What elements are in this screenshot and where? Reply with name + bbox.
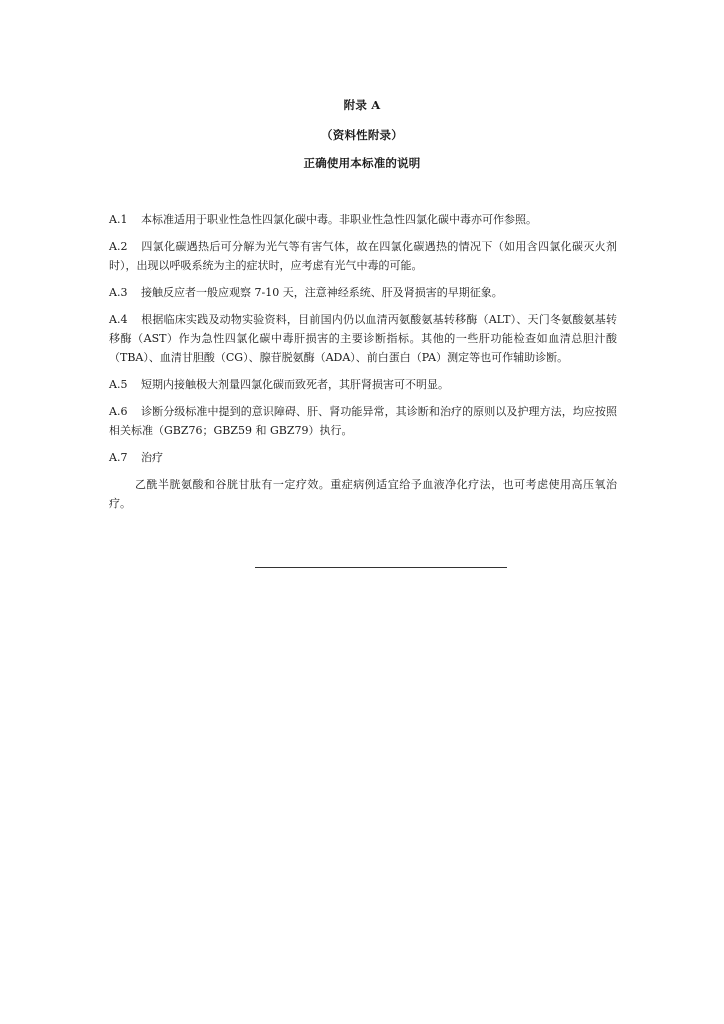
clause-number: A.5 — [109, 378, 128, 391]
clause-number: A.4 — [109, 313, 128, 326]
end-rule — [255, 567, 507, 568]
clause-a4 — [109, 310, 617, 367]
clause-a3 — [109, 283, 617, 302]
appendix-subject: 正确使用本标准的说明 — [303, 156, 421, 170]
clause-text: 治疗 — [141, 451, 163, 464]
clause-a7 — [109, 448, 617, 467]
clause-number: A.2 — [109, 240, 128, 253]
clause-a1 — [109, 210, 617, 229]
clause-a6 — [109, 402, 617, 440]
clause-text: 短期内接触极大剂量四氯化碳而致死者，其肝肾损害可不明显。 — [141, 378, 449, 391]
clause-a5 — [109, 375, 617, 394]
clause-number: A.7 — [109, 451, 128, 464]
clause-text: 接触反应者一般应观察 7-10 天，注意神经系统、肝及肾损害的早期征象。 — [141, 286, 503, 299]
clause-text: 本标准适用于职业性急性四氯化碳中毒。非职业性急性四氯化碳中毒亦可作参照。 — [141, 213, 537, 226]
clause-a2 — [109, 237, 617, 275]
appendix-body — [109, 210, 617, 521]
clause-number: A.3 — [109, 286, 128, 299]
clause-text: 诊断分级标准中提到的意识障碍、肝、肾功能异常，其诊断和治疗的原则以及护理方法，均应按照相关标准（GBZ76；GBZ59 和 GBZ79）执行。 — [109, 405, 617, 437]
clause-text: 根据临床实践及动物实验资料，目前国内仍以血清丙氨酸氨基转移酶（ALT）、天门冬氨酸氨基转移酶（AST）作为急性四氯化碳中毒肝损害的主要诊断指标。其他的一些肝功能检查如血清总胆汁酸（TBA）、血清甘胆酸（CG）、腺苷脱氨酶（ADA）、前白蛋白（PA）测定等也可作辅助诊断。 — [109, 313, 617, 364]
appendix-title: 附录 A — [343, 98, 381, 112]
clause-number: A.1 — [109, 213, 128, 226]
treatment-paragraph: 乙酰半胱氨酸和谷胱甘肽有一定疗效。重症病例适宜给予血液净化疗法，也可考虑使用高压氧治疗。 — [109, 478, 617, 510]
clause-number: A.6 — [109, 405, 128, 418]
clause-text: 四氯化碳遇热后可分解为光气等有害气体，故在四氯化碳遇热的情况下（如用含四氯化碳灭火剂时），出现以呼吸系统为主的症状时，应考虑有光气中毒的可能。 — [109, 240, 617, 272]
appendix-type: （资料性附录） — [321, 128, 403, 142]
